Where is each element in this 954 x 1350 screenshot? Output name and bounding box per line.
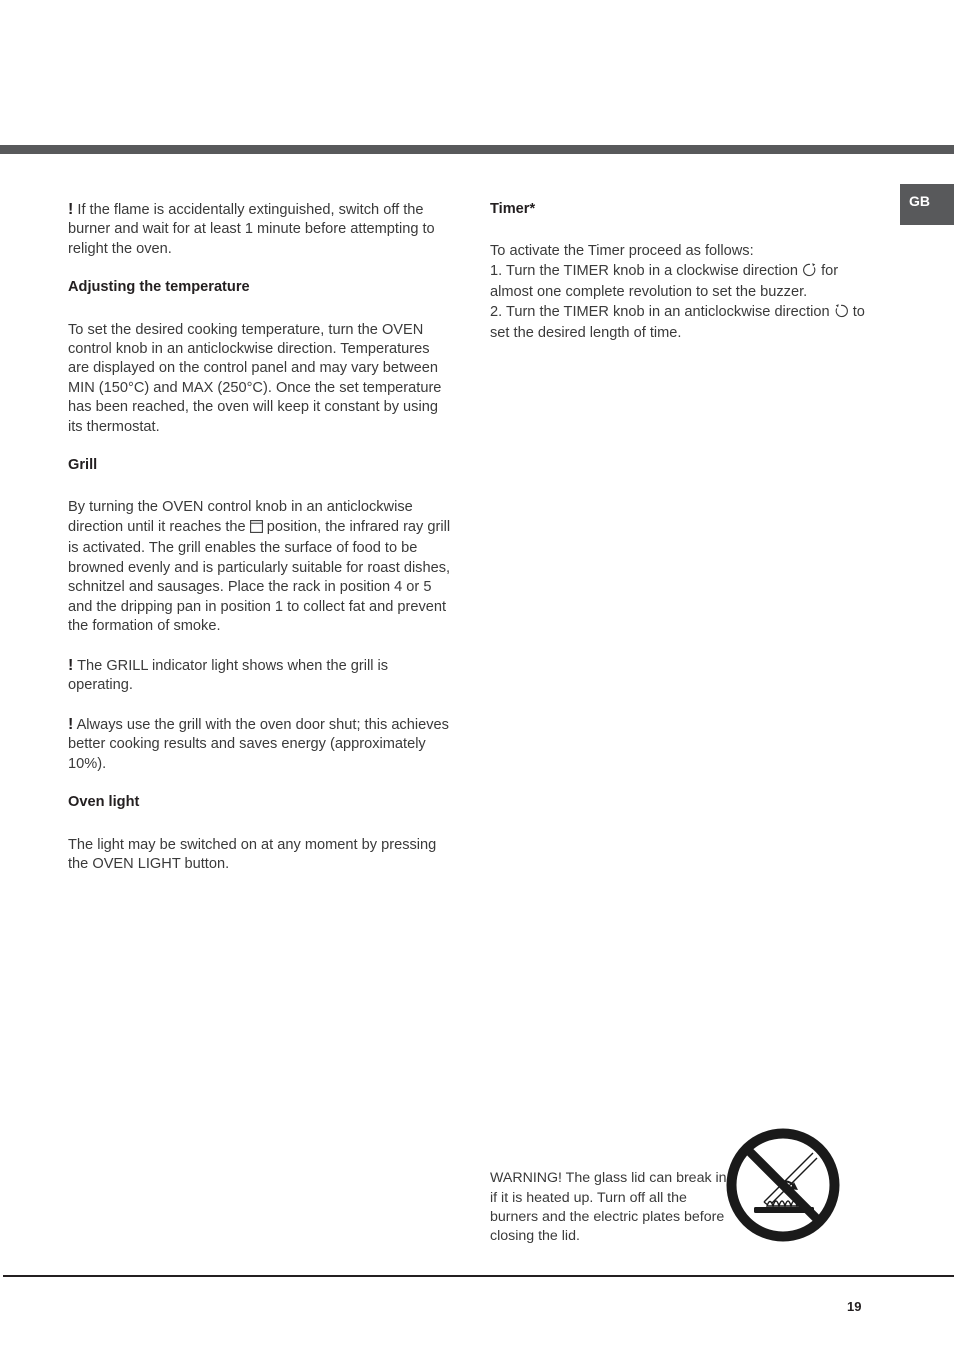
note-flame: ! If the flame is accidentally extinguished, switch off the burner and wait for at least 1 minute before attempting to relight the oven. xyxy=(68,201,435,257)
heading-timer: Timer* xyxy=(490,201,536,217)
timer-step-2: 2. Turn the TIMER knob in an anticlockwise direction to set the desired length of time. xyxy=(490,303,865,342)
note-grill-door: ! Always use the grill with the oven door shut; this achieves better cooking results and saves energy (approximately 10%). xyxy=(68,715,449,772)
header-bar xyxy=(0,145,954,154)
note-marker: ! xyxy=(68,715,74,733)
left-column xyxy=(68,200,453,874)
page-number: 19 xyxy=(847,1299,862,1314)
note-marker: ! xyxy=(68,201,74,218)
anticlockwise-arrow-icon xyxy=(834,304,849,324)
language-tab: GB xyxy=(900,184,954,225)
text-oven-light: The light may be switched on at any moment by pressing the OVEN LIGHT button. xyxy=(68,836,437,872)
clockwise-arrow-icon xyxy=(802,263,817,283)
text-grill: By turning the OVEN control knob in an anticlockwise direction until it reaches the position, the infrared ray grill is activated. The grill enables the surface of food to be browned evenly and is particularly suitable for roast dishes, schnitzel and sausages. Place the rack in position 4 or 5 and the dripping pan in position 1 to collect fat and prevent the formation of smoke. xyxy=(68,499,451,634)
timer-intro: To activate the Timer proceed as follows: xyxy=(490,243,754,260)
timer-step-1: 1. Turn the TIMER knob in a clockwise direction for almost one complete revolution to set the buzzer. xyxy=(490,262,839,301)
footer-rule xyxy=(3,1275,954,1277)
note-marker: ! xyxy=(68,656,74,674)
warning-text: WARNING! The glass lid can break in if it is heated up. Turn off all the burners and the electric plates before closing the lid. xyxy=(490,1170,727,1245)
heading-oven-light: Oven light xyxy=(68,794,140,811)
no-glass-lid-on-hot-burner-icon xyxy=(725,1127,841,1243)
heading-grill: Grill xyxy=(68,457,98,474)
grill-symbol-icon xyxy=(250,520,263,539)
note-grill-indicator: ! The GRILL indicator light shows when the grill is operating. xyxy=(68,656,389,694)
heading-adjusting-temperature: Adjusting the temperature xyxy=(68,279,250,296)
right-column xyxy=(490,200,875,343)
text-temperature: To set the desired cooking temperature, turn the OVEN control knob in an anticlockwise direction. Temperatures are displayed on the control panel and may vary between MIN (150°C) and MAX (250°C). Once the set temperature has been reached, the oven will keep it constant by using its thermostat. xyxy=(68,321,442,435)
